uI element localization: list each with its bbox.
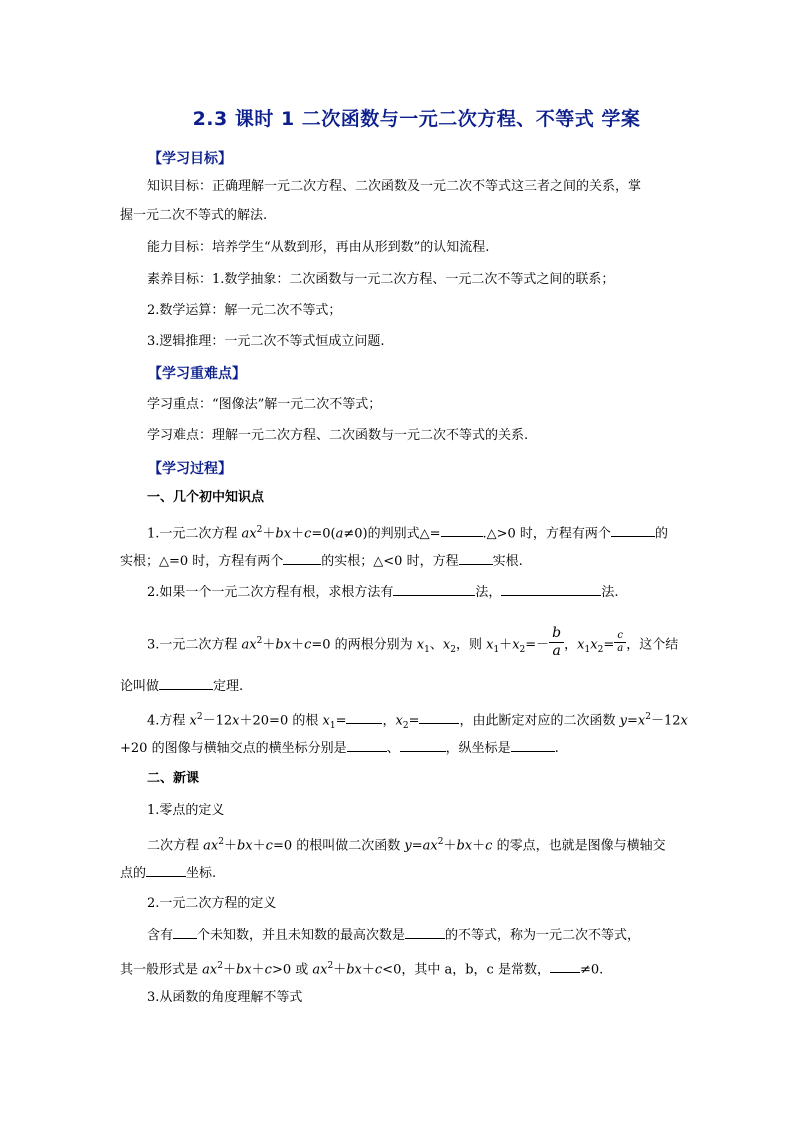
blank-zero-coordinate[interactable] [146,864,186,877]
part1-heading: 一、几个初中知识点 [147,490,265,505]
fraction-c-over-a: $\frac{c}{a}$ [614,630,626,655]
part2-heading: 二、新课 [147,771,200,786]
blank-equal-roots[interactable] [283,552,321,565]
blank-theorem[interactable] [159,677,213,690]
blank-intercept-2[interactable] [400,739,446,752]
q4-line-2: +20 的图像与横轴交点的横坐标分别是 、 ，纵坐标是 . [120,741,559,756]
q4-line-1: 4.方程 $x^2-12x+20=0$ 的根 $x_1=$ ，$x_2=$ ，由此断定对应的二次函数 $y=x^2-12x$ [147,712,688,731]
goal-literacy-1: 素养目标：1.数学抽象：二次函数与一元二次方程、一元二次不等式之间的联系； [147,272,615,287]
fraction-b-over-a: $\frac{b}{a}$ [549,625,564,660]
blank-intercept-1[interactable] [347,739,387,752]
q3-line-2: 论叫做 定理. [120,679,244,694]
s1-title: 1.零点的定义 [147,803,225,818]
s2-line-2: 其一般形式是 $ax^2+bx+c>0$ 或 $ax^2+bx+c<0$，其中 a，b，c 是常数， ≠0. [120,961,604,978]
goal-ability: 能力目标：培养学生“从数到形，再由从形到数”的认知流程. [147,240,490,255]
goal-knowledge-line-2: 握一元二次不等式的解法. [120,208,268,223]
q1-line-1: 1.一元二次方程 $ax^2+bx+c=0(a\ne 0)$的判别式△= .△>0 时，方程有两个 的 [147,525,668,542]
s3-title: 3.从函数的角度理解不等式 [147,990,303,1005]
blank-highest-degree[interactable] [405,926,445,939]
blank-method-1[interactable] [393,583,475,596]
goal-literacy-3: 3.逻辑推理：一元二次不等式恒成立问题. [147,334,385,349]
section-heading-keypoints: 【学习重难点】 [148,366,246,382]
q3-line-1: 3.一元二次方程 $ax^2+bx+c=0$ 的两根分别为 $x_1$、$x_2$，则 $x_1+x_2=-$ $\frac{b}{a}$ ，$x_1x_2=$ $\frac{c}{a}$ ，这个结 [147,625,679,660]
section-heading-goals: 【学习目标】 [148,151,232,167]
s1-line-1: 二次方程 $ax^2+bx+c=0$ 的根叫做二次函数 $y=ax^2+bx+c$ 的零点，也就是图像与横轴交 [147,837,666,854]
goal-literacy-2: 2.数学运算：解一元二次不等式； [147,303,342,318]
blank-discriminant[interactable] [441,524,483,537]
q2-line: 2.如果一个一元二次方程有根，求根方法有 法， 法. [147,585,619,600]
page-title: 2.3 课时 1 二次函数与一元二次方程、不等式 学案 [192,108,641,130]
blank-method-2[interactable] [501,583,601,596]
blank-nonzero-coefficient[interactable] [550,960,580,973]
s2-title: 2.一元二次方程的定义 [147,896,277,911]
blank-unknown-count[interactable] [173,926,197,939]
s1-line-2: 点的 坐标. [120,866,217,881]
blank-no-roots[interactable] [459,552,493,565]
blank-x2[interactable] [419,711,459,724]
blank-two-roots[interactable] [611,524,655,537]
blank-ordinate[interactable] [511,739,555,752]
s2-line-1: 含有 个未知数，并且未知数的最高次数是 的不等式，称为一元二次不等式， [147,928,641,943]
blank-x1[interactable] [346,711,382,724]
q1-line-2: 实根；△=0 时，方程有两个 的实根；△<0 时，方程 实根. [120,554,523,569]
key-difficulty: 学习难点：理解一元二次方程、二次函数与一元二次不等式的关系. [147,428,529,443]
goal-knowledge-line-1: 知识目标：正确理解一元二次方程、二次函数及一元二次不等式这三者之间的关系，掌 [147,179,642,194]
section-heading-process: 【学习过程】 [148,461,232,477]
key-focus: 学习重点：“图像法”解一元二次不等式； [147,397,382,412]
